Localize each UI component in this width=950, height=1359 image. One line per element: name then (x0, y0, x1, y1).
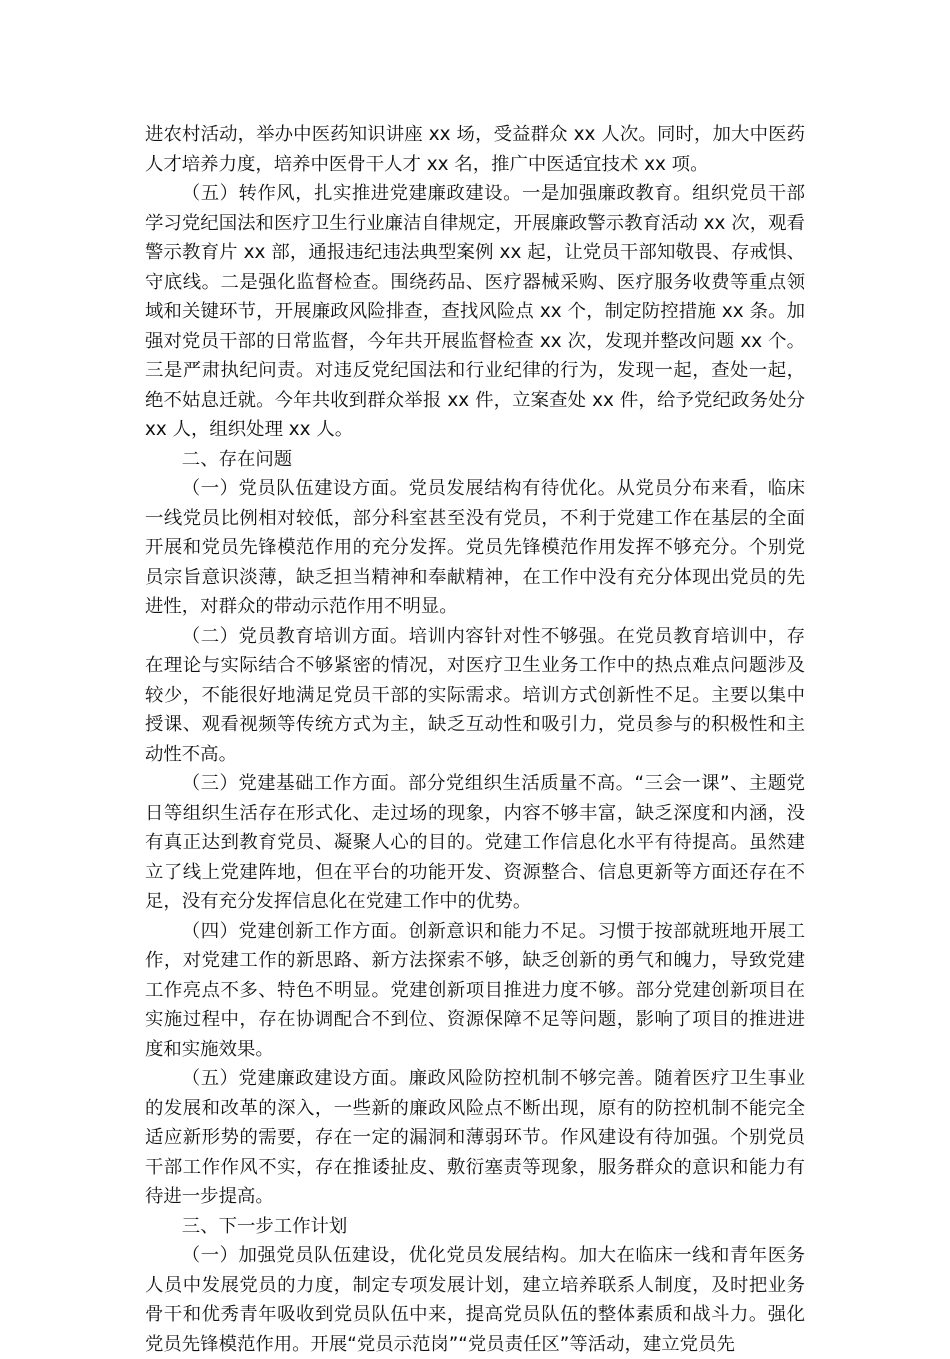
paragraph-continuation: 进农村活动，举办中医药知识讲座 xx 场，受益群众 xx 人次。同时，加大中医药人才培养力度，培养中医骨干人才 xx 名，推广中医适宜技术 xx 项。 (145, 124, 805, 175)
paragraph-problem-3-basic-work: （三）党建基础工作方面。部分党组织生活质量不高。“三会一课”、主题党日等组织生活存在形式化、走过场的现象，内容不够丰富，缺乏深度和内涵，没有真正达到教育党员、凝聚人心的目的。党建工作信息化水平有待提高。虽然建立了线上党建阵地，但在平台的功能开发、资源整合、信息更新等方面还存在不足，没有充分发挥信息化在党建工作中的优势。 (145, 773, 805, 912)
paragraph-problem-4-innovation: （四）党建创新工作方面。创新意识和能力不足。习惯于按部就班地开展工作，对党建工作的新思路、新方法探索不够，缺乏创新的勇气和魄力，导致党建工作亮点不多、特色不明显。党建创新项目推进力度不够。部分党建创新项目在实施过程中，存在协调配合不到位、资源保障不足等问题，影响了项目的推进进度和实施效果。 (145, 920, 805, 1060)
document-page (145, 120, 805, 1359)
paragraph-problem-5-integrity: （五）党建廉政建设方面。廉政风险防控机制不够完善。随着医疗卫生事业的发展和改革的深入，一些新的廉政风险点不断出现，原有的防控机制不能完全适应新形势的需要，存在一定的漏洞和薄弱环节。作风建设有待加强。个别党员干部工作作风不实，存在推诿扯皮、敷衍塞责等现象，服务群众的意识和能力有待进一步提高。 (145, 1068, 805, 1207)
paragraph-problem-1-party-team: （一）党员队伍建设方面。党员发展结构有待优化。从党员分布来看，临床一线党员比例相对较低，部分科室甚至没有党员，不利于党建工作在基层的全面开展和党员先锋模范作用的充分发挥。党员先锋模范作用发挥不够充分。个别党员宗旨意识淡薄，缺乏担当精神和奉献精神，在工作中没有充分体现出党员的先进性，对群众的带动示范作用不明显。 (145, 478, 805, 617)
section-heading-next-plan: 三、下一步工作计划 (181, 1215, 348, 1237)
paragraph-problem-2-training: （二）党员教育培训方面。培训内容针对性不够强。在党员教育培训中，存在理论与实际结合不够紧密的情况，对医疗卫生业务工作中的热点难点问题涉及较少，不能很好地满足党员干部的实际需求。培训方式创新性不足。主要以集中授课、观看视频等传统方式为主，缺乏互动性和吸引力，党员参与的积极性和主动性不高。 (145, 625, 805, 765)
section-heading-existing-problems: 二、存在问题 (181, 448, 293, 470)
paragraph-section-5-work-style: （五）转作风，扎实推进党建廉政建设。一是加强廉政教育。组织党员干部学习党纪国法和医疗卫生行业廉洁自律规定，开展廉政警示教育活动 xx 次，观看警示教育片 xx 部，通报违纪违法典型案例 xx 起，让党员干部知敬畏、存戒惧、守底线。二是强化监督检查。围绕药品、医疗器械采购、医疗服务收费等重点领域和关键环节，开展廉政风险排查，查找风险点 xx 个，制定防控措施 xx 条。加强对党员干部的日常监督，今年共开展监督检查 xx 次，发现并整改问题 xx 个。三是严肃执纪问责。对违反党纪国法和行业纪律的行为，发现一起，查处一起，绝不姑息迁就。今年共收到群众举报 xx 件，立案查处 xx 件，给予党纪政务处分 xx 人，组织处理 xx 人。 (145, 183, 805, 440)
paragraph-plan-1-party-team: （一）加强党员队伍建设，优化党员发展结构。加大在临床一线和青年医务人员中发展党员的力度，制定专项发展计划，建立培养联系人制度，及时把业务骨干和优秀青年吸收到党员队伍中来，提高党员队伍的整体素质和战斗力。强化党员先锋模范作用。开展“党员示范岗”“党员责任区”等活动，建立党员先 (145, 1245, 805, 1355)
